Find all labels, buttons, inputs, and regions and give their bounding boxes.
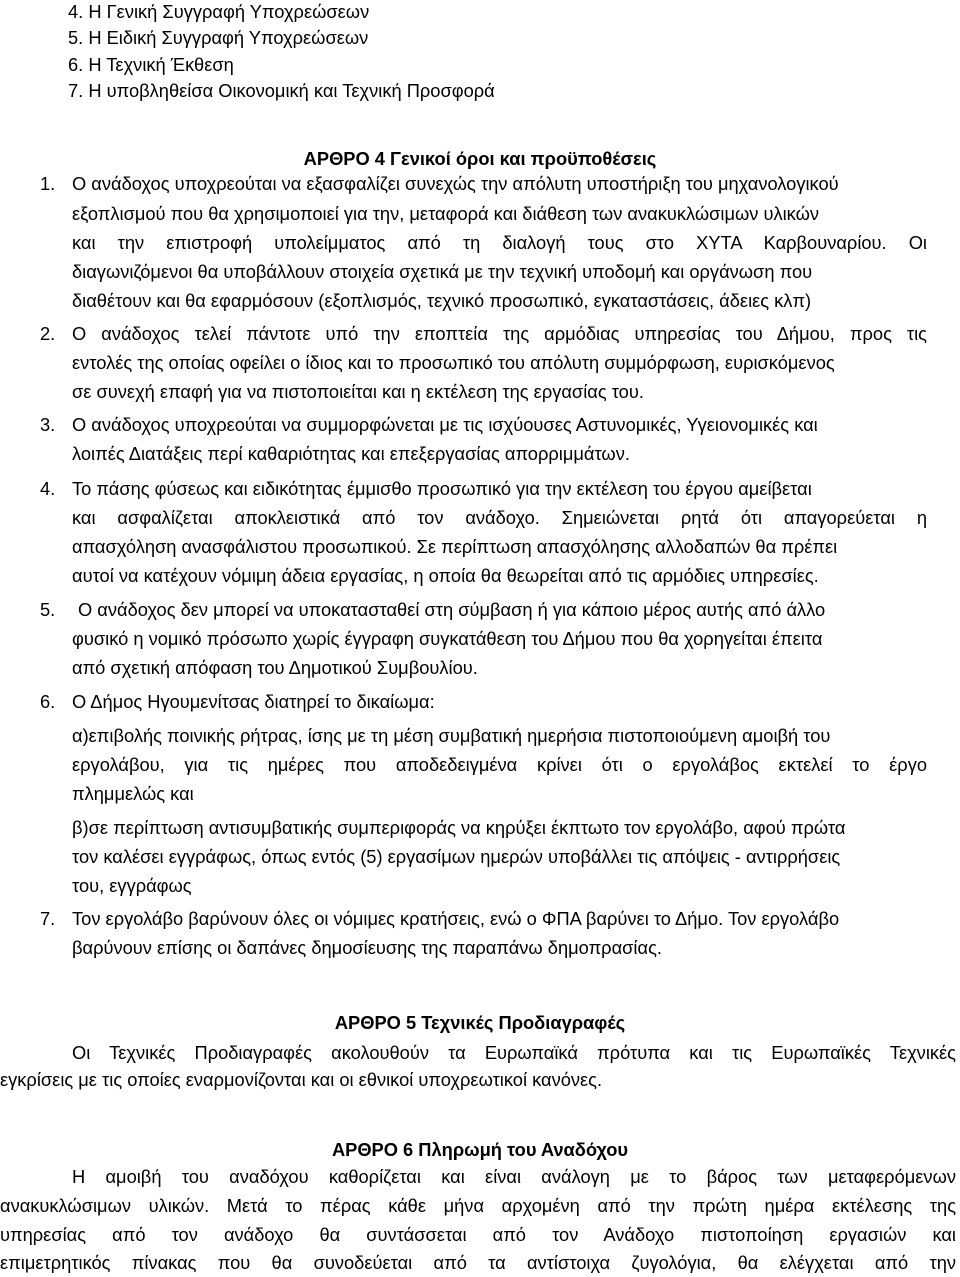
paragraph-line: ανακυκλώσιμων υλικών. Μετά το πέρας κάθε μήνα αρχομένη από την πρώτη ημέρα εκτέλεσης της xyxy=(0,1195,956,1216)
paragraph-line: από σχετική απόφαση του Δημοτικού Συμβουλίου. xyxy=(72,657,478,678)
paragraph-line: διαγωνιζόμενοι θα υποβάλλουν στοιχεία σχετικά με την τεχνική υποδομή και οργάνωση που xyxy=(72,261,813,282)
item-number: 1. xyxy=(40,173,56,194)
item-number: 2. xyxy=(40,323,56,344)
paragraph-line: φυσικό η νομικό πρόσωπο χωρίς έγγραφη συγκατάθεση του Δήμου που θα χορηγείται έπειτα xyxy=(72,628,823,649)
paragraph-line: πλημμελώς και xyxy=(72,783,194,804)
article-6-title: ΑΡΘΡΟ 6 Πληρωμή του Αναδόχου xyxy=(331,1139,629,1160)
paragraph-line: του, εγγράφως xyxy=(72,875,192,896)
paragraph-line: και την επιστροφή υπολείμματος από τη διαλογή τους στο ΧΥΤΑ Καρβουναρίου. Οι xyxy=(72,232,927,253)
item-number: 6. xyxy=(40,691,56,712)
item-number: 4. xyxy=(40,478,56,499)
paragraph-line: εντολές της οποίας οφείλει ο ίδιος και το προσωπικό του απόλυτη συμμόρφωση, ευρισκόμενος xyxy=(72,352,835,373)
paragraph-line: Το πάσης φύσεως και ειδικότητας έμμισθο προσωπικό για την εκτέλεση του έργου αμείβεται xyxy=(72,478,812,499)
paragraph-line: Ο ανάδοχος τελεί πάντοτε υπό την εποπτεία της αρμόδιας υπηρεσίας του Δήμου, προς τις xyxy=(72,323,927,344)
paragraph-line: εξοπλισμού που θα χρησιμοποιεί για την, μεταφορά και διάθεση των ανακυκλώσιμων υλικών xyxy=(72,203,820,224)
paragraph-line: β)σε περίπτωση αντισυμβατικής συμπεριφοράς να κηρύξει έκπτωτο τον εργολάβο, αφού πρώτα xyxy=(72,817,846,838)
paragraph-line: τον καλέσει εγγράφως, όπως εντός (5) εργασίμων ημερών υποβάλλει τις απόψεις - αντιρρήσεις xyxy=(72,846,841,867)
paragraph-line: υπηρεσίας από τον ανάδοχο θα συντάσσεται από τον Ανάδοχο πιστοποίηση εργασιών και xyxy=(0,1224,956,1245)
toc-item: 7. Η υποβληθείσα Οικονομική και Τεχνική Προσφορά xyxy=(68,80,495,101)
paragraph-line: διαθέτουν και θα εφαρμόσουν (εξοπλισμός, τεχνικό προσωπικό, εγκαταστάσεις, άδειες κλπ) xyxy=(72,290,812,311)
paragraph-line: απασχόληση ανασφάλιστου προσωπικού. Σε περίπτωση απασχόλησης αλλοδαπών θα πρέπει xyxy=(72,536,838,557)
paragraph-line: βαρύνουν επίσης οι δαπάνες δημοσίευσης της παραπάνω δημοπρασίας. xyxy=(72,937,662,958)
paragraph-line: Ο ανάδοχος δεν μπορεί να υποκατασταθεί στη σύμβαση ή για κάποιο μέρος αυτής από άλλο xyxy=(78,599,826,620)
paragraph-line: λοιπές Διατάξεις περί καθαριότητας και επεξεργασίας απορριμμάτων. xyxy=(72,443,630,464)
paragraph-line: Οι Τεχνικές Προδιαγραφές ακολουθούν τα Ευρωπαϊκά πρότυπα και τις Ευρωπαϊκές Τεχνικές xyxy=(72,1042,956,1063)
article-4-title: ΑΡΘΡΟ 4 Γενικοί όροι και προϋποθέσεις xyxy=(303,148,657,169)
paragraph-line: και ασφαλίζεται αποκλειστικά από τον ανάδοχο. Σημειώνεται ρητά ότι απαγορεύεται η xyxy=(72,507,927,528)
paragraph-line: σε συνεχή επαφή για να πιστοποιείται και η εκτέλεση της εργασίας του. xyxy=(72,381,644,402)
toc-item: 4. Η Γενική Συγγραφή Υποχρεώσεων xyxy=(68,1,370,22)
paragraph-line: Τον εργολάβο βαρύνουν όλες οι νόμιμες κρατήσεις, ενώ ο ΦΠΑ βαρύνει το Δήμο. Τον εργολάβο xyxy=(72,908,840,929)
toc-item: 5. Η Ειδική Συγγραφή Υποχρεώσεων xyxy=(68,27,369,48)
item-number: 7. xyxy=(40,908,56,929)
paragraph-line: επιμετρητικός πίνακας που θα συνοδεύεται από τα αντίστοιχα ζυγολόγια, θα ελέγχεται από την xyxy=(0,1252,956,1273)
paragraph-line: Ο ανάδοχος υποχρεούται να συμμορφώνεται με τις ισχύουσες Αστυνομικές, Υγειονομικές και xyxy=(72,414,818,435)
paragraph-line: εγκρίσεις με τις οποίες εναρμονίζονται και οι εθνικοί υποχρεωτικοί κανόνες. xyxy=(0,1069,603,1090)
article-5-title: ΑΡΘΡΟ 5 Τεχνικές Προδιαγραφές xyxy=(334,1012,626,1033)
item-number: 3. xyxy=(40,414,56,435)
item-number: 5. xyxy=(40,599,56,620)
toc-item: 6. Η Τεχνική Έκθεση xyxy=(68,54,234,75)
paragraph-line: Η αμοιβή του αναδόχου καθορίζεται και είναι ανάλογη με το βάρος των μεταφερόμενων xyxy=(72,1166,956,1187)
paragraph-line: αυτοί να κατέχουν νόμιμη άδεια εργασίας, η οποία θα θεωρείται από τις αρμόδιες υπηρεσίες. xyxy=(72,565,819,586)
paragraph-line: Ο Δήμος Ηγουμενίτσας διατηρεί το δικαίωμα: xyxy=(72,691,435,712)
paragraph-line: Ο ανάδοχος υποχρεούται να εξασφαλίζει συνεχώς την απόλυτη υποστήριξη του μηχανολογικού xyxy=(72,173,839,194)
paragraph-line: εργολάβου, για τις ημέρες που αποδεδειγμένα κρίνει ότι ο εργολάβος εκτελεί το έργο xyxy=(72,754,927,775)
paragraph-line: α)επιβολής ποινικής ρήτρας, ίσης με τη μέση συμβατική ημερήσια πιστοποιούμενη αμοιβή του xyxy=(72,725,831,746)
